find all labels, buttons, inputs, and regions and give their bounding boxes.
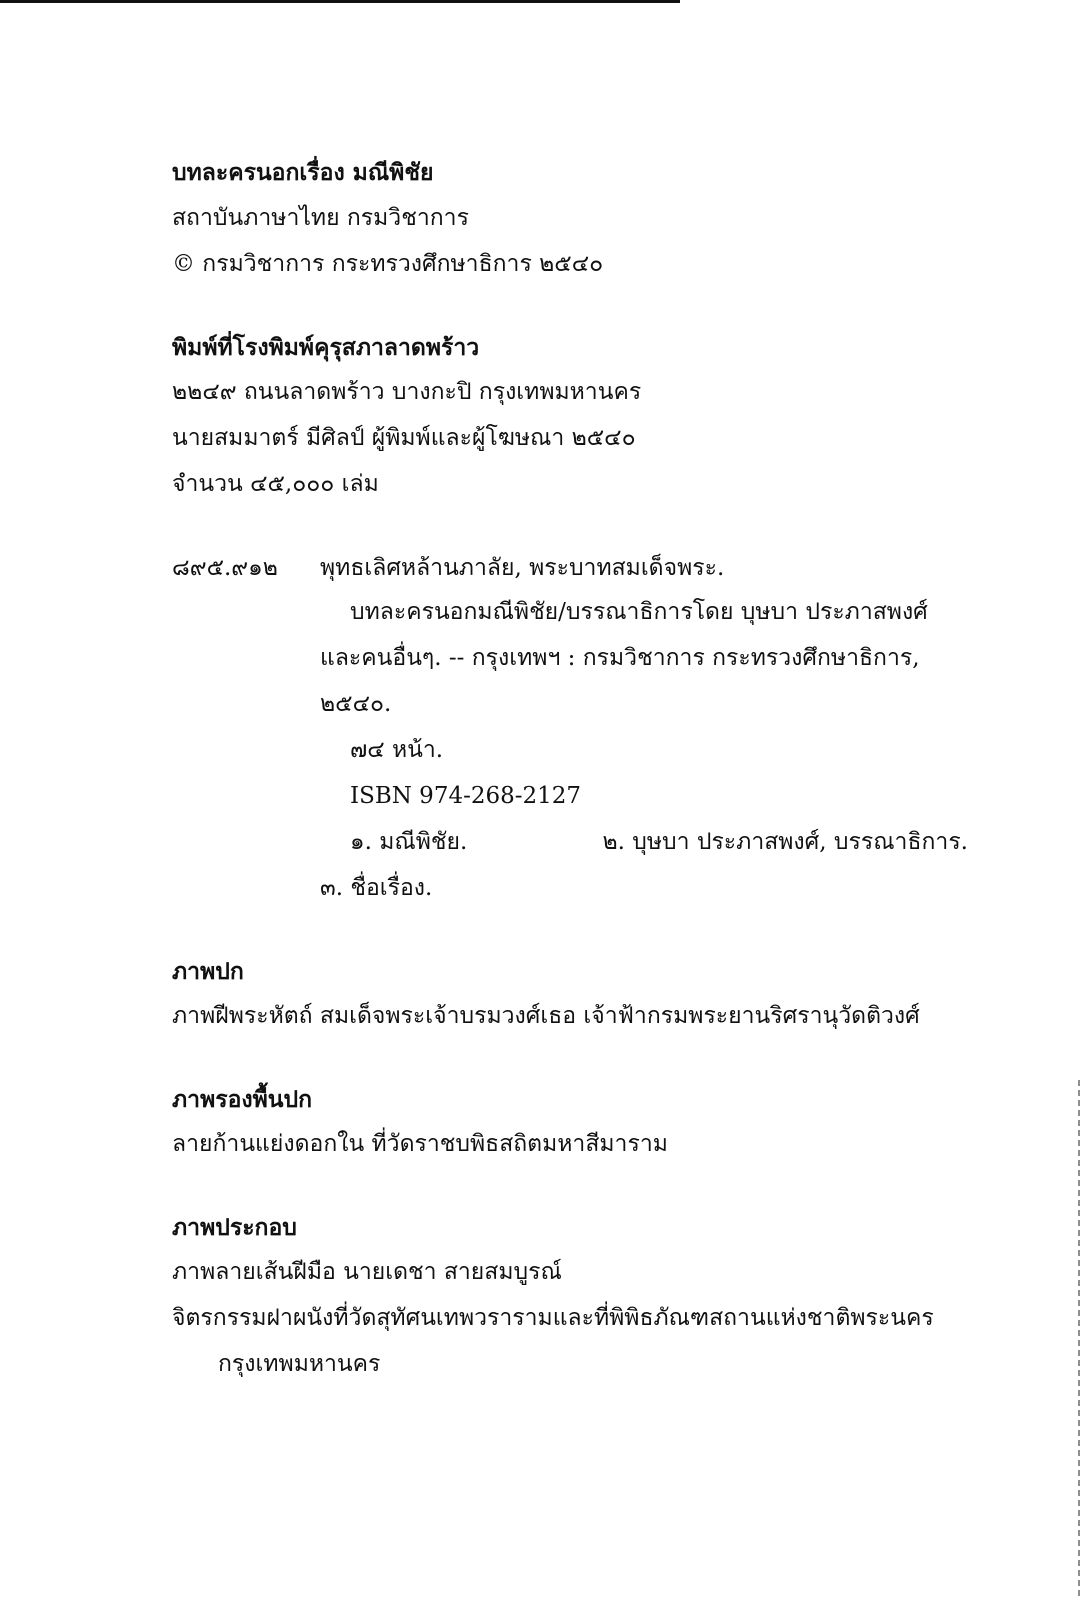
illustrations-line3: กรุงเทพมหานคร xyxy=(218,1351,381,1377)
catalog-subject2: ๒. บุษบา ประภาสพงศ์, บรรณาธิการ. xyxy=(602,829,968,855)
cover-heading: ภาพปก xyxy=(172,958,244,985)
copyright-line: © กรมวิชาการ กระทรวงศึกษาธิการ ๒๕๔๐ xyxy=(172,251,604,277)
background-heading: ภาพรองพื้นปก xyxy=(172,1086,313,1113)
cover-text: ภาพฝีพระหัตถ์ สมเด็จพระเจ้าบรมวงศ์เธอ เจ้าฟ้ากรมพระยานริศรานุวัดติวงศ์ xyxy=(172,1003,920,1029)
catalog-subject1: ๑. มณีพิชัย. xyxy=(350,829,468,855)
address-line: ๒๒๔๙ ถนนลาดพร้าว บางกะปิ กรุงเทพมหานคร xyxy=(172,379,642,405)
call-number: ๘๙๕.๙๑๒ xyxy=(172,555,278,581)
illustrations-line1: ภาพลายเส้นฝีมือ นายเดชา สายสมบูรณ์ xyxy=(172,1259,562,1285)
printer-person-line: นายสมมาตร์ มีศิลป์ ผู้พิมพ์และผู้โฆษณา ๒๕๔๐ xyxy=(172,425,636,451)
catalog-isbn: ISBN 974-268-2127 xyxy=(350,783,582,809)
catalog-subjects-row xyxy=(320,826,968,858)
right-scan-edge xyxy=(1078,1080,1080,1600)
publisher-line: สถาบันภาษาไทย กรมวิชาการ xyxy=(172,205,469,231)
catalog-desc-line1: บทละครนอกมณีพิชัย/บรรณาธิการโดย บุษบา ประภาสพงศ์ xyxy=(350,599,928,625)
catalog-subject3: ๓. ชื่อเรื่อง. xyxy=(320,875,433,901)
catalog-desc-line3: ๒๕๔๐. xyxy=(320,691,392,717)
book-title: บทละครนอกเรื่อง มณีพิชัย xyxy=(172,159,434,186)
catalog-author: พุทธเลิศหล้านภาลัย, พระบาทสมเด็จพระ. xyxy=(320,555,725,581)
catalog-pages: ๗๔ หน้า. xyxy=(350,737,444,763)
top-scan-border xyxy=(0,0,680,3)
catalog-desc-line2: และคนอื่นๆ. -- กรุงเทพฯ : กรมวิชาการ กระทรวงศึกษาธิการ, xyxy=(320,645,920,671)
illustrations-heading: ภาพประกอบ xyxy=(172,1214,297,1241)
copies-line: จำนวน ๔๕,๐๐๐ เล่ม xyxy=(172,471,379,497)
background-text: ลายก้านแย่งดอกใน ที่วัดราชบพิธสถิตมหาสีมาราม xyxy=(172,1131,668,1157)
printer-line: พิมพ์ที่โรงพิมพ์คุรุสภาลาดพร้าว xyxy=(172,334,480,361)
illustrations-line2: จิตรกรรมฝาผนังที่วัดสุทัศนเทพวรารามและที่พิพิธภัณฑสถานแห่งชาติพระนคร xyxy=(172,1305,934,1331)
